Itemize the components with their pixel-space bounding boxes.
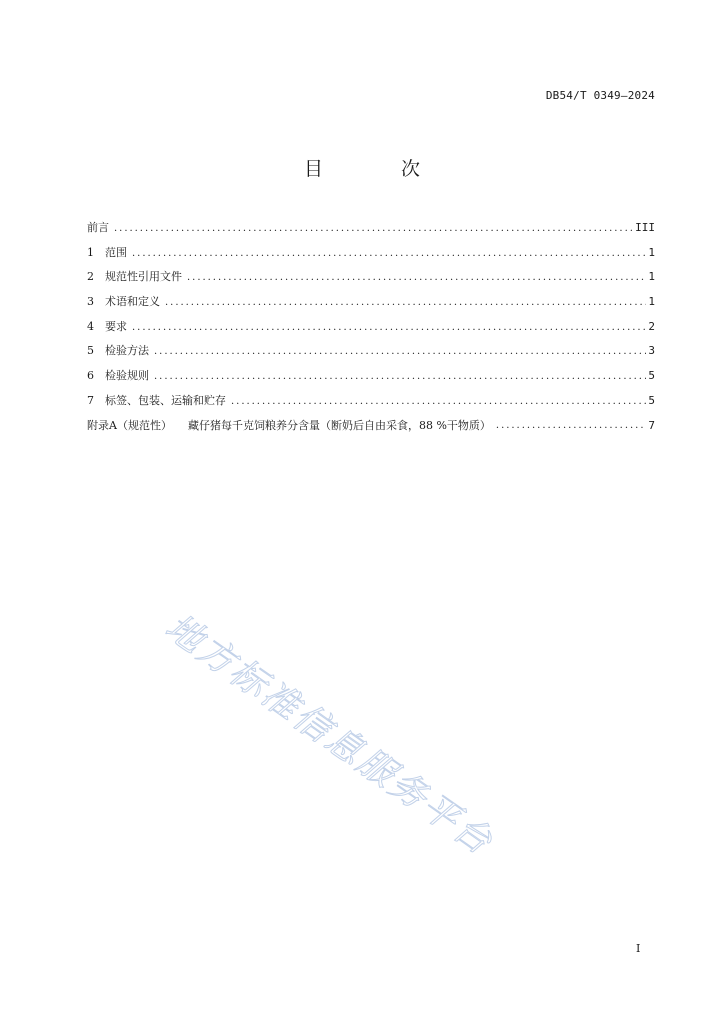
- dot-leader: [187, 275, 646, 286]
- page-title: 目 次: [303, 158, 457, 180]
- dot-leader: [165, 300, 646, 311]
- toc-entry-label: 标签、包装、运输和贮存: [105, 393, 226, 407]
- table-of-contents: [87, 219, 655, 441]
- toc-entry-page: 3: [648, 344, 655, 358]
- dot-leader: [132, 251, 646, 262]
- toc-entry-label: 术语和定义: [105, 295, 160, 309]
- toc-entry-6[interactable]: [87, 367, 655, 392]
- toc-entry-3[interactable]: [87, 293, 655, 318]
- watermark: 地方标准信息服务平台: [157, 606, 501, 864]
- toc-entry-page: 5: [648, 369, 655, 383]
- toc-entry-1[interactable]: [87, 244, 655, 269]
- annex-tag: 附录A（规范性）: [87, 418, 172, 432]
- toc-entry-7[interactable]: [87, 392, 655, 417]
- toc-entry-foreword[interactable]: [87, 219, 655, 244]
- toc-entry-number: 3: [87, 295, 94, 309]
- toc-entry-number: 2: [87, 270, 94, 284]
- dot-leader: [231, 399, 646, 410]
- toc-entry-annex-a[interactable]: [87, 417, 655, 442]
- toc-entry-label: 范围: [105, 245, 127, 259]
- toc-entry-label: 前言: [87, 221, 109, 234]
- toc-entry-5[interactable]: [87, 342, 655, 367]
- toc-entry-number: 4: [87, 319, 94, 333]
- toc-entry-label: 藏仔猪每千克饲粮养分含量（断奶后自由采食，88 %干物质）: [187, 418, 491, 432]
- toc-entry-page: III: [635, 221, 655, 234]
- standard-code: DB54/T 0349—2024: [545, 89, 655, 102]
- toc-entry-page: 1: [648, 295, 655, 309]
- toc-entry-number: 5: [87, 344, 94, 358]
- dot-leader: [154, 349, 646, 360]
- dot-leader: [496, 423, 646, 434]
- page-number: I: [636, 942, 641, 955]
- toc-entry-number: 7: [87, 393, 94, 407]
- toc-entry-label: 检验规则: [105, 369, 149, 383]
- dot-leader: [154, 374, 646, 385]
- toc-entry-number: 1: [87, 245, 94, 259]
- toc-entry-number: 6: [87, 369, 94, 383]
- toc-entry-label: 检验方法: [105, 344, 149, 358]
- toc-entry-2[interactable]: [87, 268, 655, 293]
- dot-leader: [132, 325, 646, 336]
- toc-entry-page: 5: [648, 393, 655, 407]
- toc-entry-page: 2: [648, 319, 655, 333]
- toc-entry-page: 1: [648, 245, 655, 259]
- toc-entry-label: 要求: [105, 319, 127, 333]
- toc-entry-label: 规范性引用文件: [105, 270, 182, 284]
- toc-entry-4[interactable]: [87, 318, 655, 343]
- toc-entry-page: 7: [648, 418, 655, 432]
- dot-leader: [114, 226, 633, 237]
- toc-entry-page: 1: [648, 270, 655, 284]
